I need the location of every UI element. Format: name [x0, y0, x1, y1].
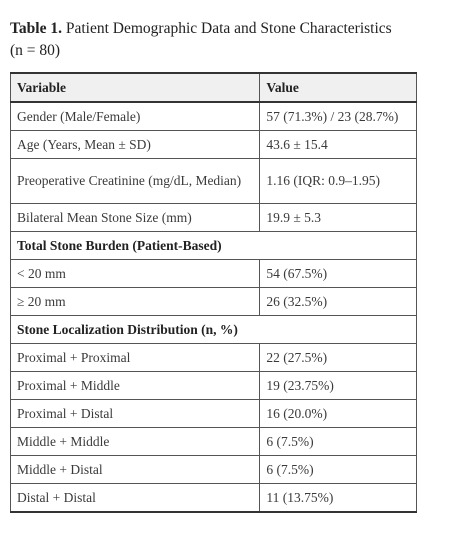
table-row	[11, 428, 417, 456]
value-cell: 43.6 ± 15.4	[260, 131, 417, 159]
value-cell: 57 (71.3%) / 23 (28.7%)	[260, 102, 417, 131]
value-cell: 11 (13.75%)	[260, 484, 417, 513]
table-row	[11, 102, 417, 131]
section-heading: Total Stone Burden (Patient-Based)	[11, 232, 417, 260]
value-cell: 22 (27.5%)	[260, 344, 417, 372]
variable-cell: Proximal + Distal	[11, 400, 260, 428]
variable-cell: Age (Years, Mean ± SD)	[11, 131, 260, 159]
variable-cell: Middle + Middle	[11, 428, 260, 456]
variable-cell: Proximal + Middle	[11, 372, 260, 400]
table-row	[11, 400, 417, 428]
section-heading: Stone Localization Distribution (n, %)	[11, 316, 417, 344]
table-row	[11, 159, 417, 204]
variable-cell: Preoperative Creatinine (mg/dL, Median)	[11, 159, 260, 204]
table-row	[11, 288, 417, 316]
table-row	[11, 131, 417, 159]
table-row	[11, 372, 417, 400]
variable-cell: < 20 mm	[11, 260, 260, 288]
variable-cell: Proximal + Proximal	[11, 344, 260, 372]
variable-cell: Gender (Male/Female)	[11, 102, 260, 131]
section-row	[11, 316, 417, 344]
table-row	[11, 204, 417, 232]
table-row	[11, 260, 417, 288]
value-cell: 6 (7.5%)	[260, 428, 417, 456]
header-value: Value	[260, 73, 417, 102]
value-cell: 19.9 ± 5.3	[260, 204, 417, 232]
variable-cell: Distal + Distal	[11, 484, 260, 513]
table-row	[11, 344, 417, 372]
table-subtitle: (n = 80)	[10, 42, 61, 59]
table-row	[11, 456, 417, 484]
variable-cell: Bilateral Mean Stone Size (mm)	[11, 204, 260, 232]
header-variable: Variable	[11, 73, 260, 102]
table-row	[11, 484, 417, 513]
value-cell: 6 (7.5%)	[260, 456, 417, 484]
value-cell: 26 (32.5%)	[260, 288, 417, 316]
table-caption	[10, 18, 430, 62]
table-label: Table 1.	[10, 20, 62, 37]
variable-cell: ≥ 20 mm	[11, 288, 260, 316]
variable-cell: Middle + Distal	[11, 456, 260, 484]
table-title: Patient Demographic Data and Stone Characteristics	[65, 20, 392, 37]
table-header-row	[11, 73, 417, 102]
value-cell: 54 (67.5%)	[260, 260, 417, 288]
value-cell: 19 (23.75%)	[260, 372, 417, 400]
value-cell: 16 (20.0%)	[260, 400, 417, 428]
value-cell: 1.16 (IQR: 0.9–1.95)	[260, 159, 417, 204]
demographics-table	[10, 72, 417, 513]
section-row	[11, 232, 417, 260]
